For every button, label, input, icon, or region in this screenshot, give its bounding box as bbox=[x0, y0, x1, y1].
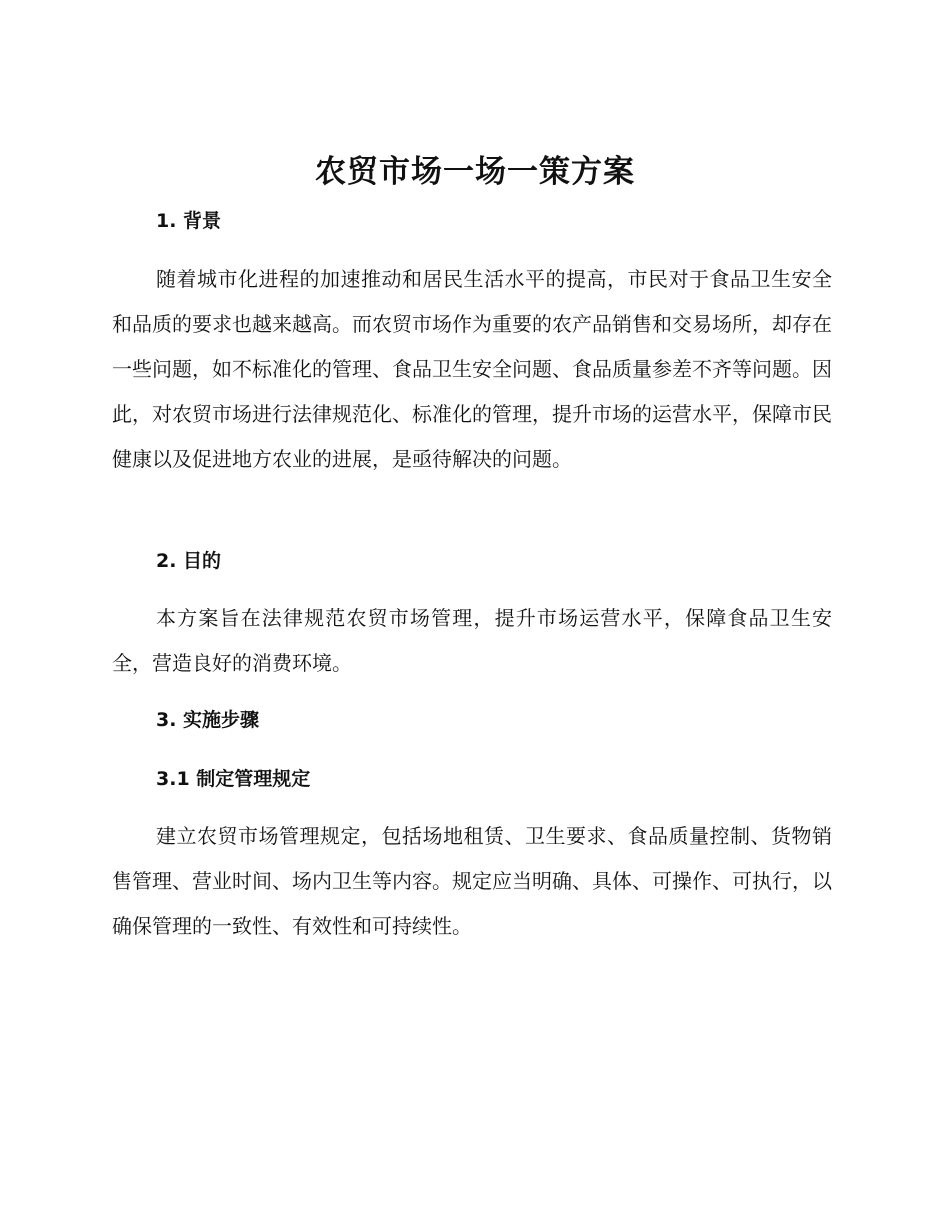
section-body-purpose: 本方案旨在法律规范农贸市场管理，提升市场运营水平，保障食品卫生安全，营造良好的消费环境。 bbox=[112, 606, 832, 675]
subsection-heading-regulations: 3.1 制定管理规定 bbox=[156, 768, 311, 790]
subsection-body-regulations: 建立农贸市场管理规定，包括场地租赁、卫生要求、食品质量控制、货物销售管理、营业时间、场内卫生等内容。规定应当明确、具体、可操作、可执行，以确保管理的一致性、有效性和可持续性。 bbox=[112, 824, 832, 938]
section-heading-purpose: 2. 目的 bbox=[156, 550, 222, 572]
document-title: 农贸市场一场一策方案 bbox=[315, 154, 635, 190]
section-heading-background: 1. 背景 bbox=[156, 210, 222, 232]
section-body-background: 随着城市化进程的加速推动和居民生活水平的提高，市民对于食品卫生安全和品质的要求也越来越高。而农贸市场作为重要的农产品销售和交易场所，却存在一些问题，如不标准化的管理、食品卫生安全问题、食品质量参差不齐等问题。因此，对农贸市场进行法律规范化、标准化的管理，提升市场的运营水平，保障市民健康以及促进地方农业的进展，是亟待解决的问题。 bbox=[112, 267, 832, 471]
section-heading-implementation: 3. 实施步骤 bbox=[156, 709, 260, 731]
